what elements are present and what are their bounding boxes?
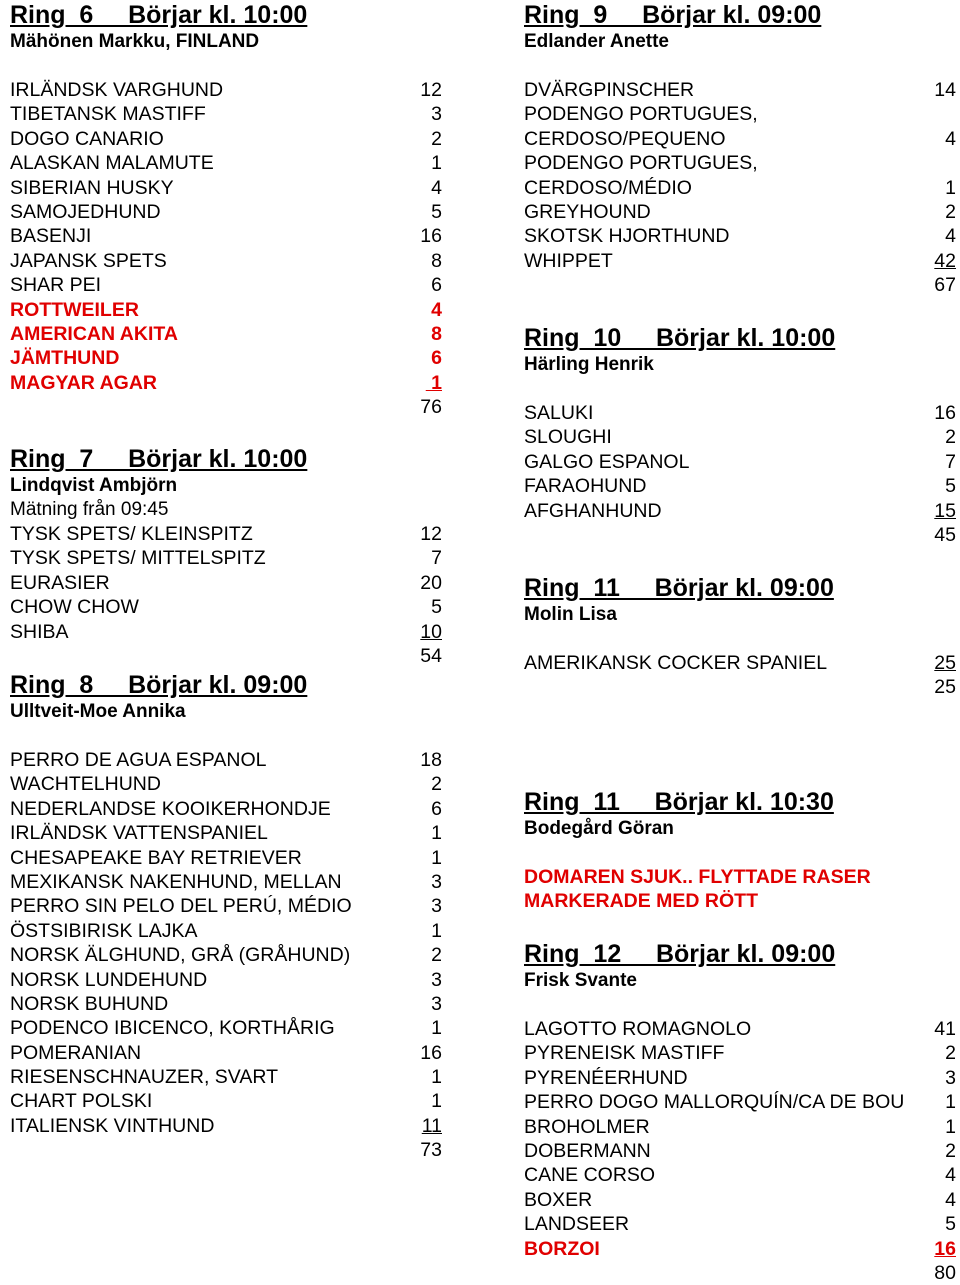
breed-count: 4 [945, 225, 956, 248]
ring-11-morning-section [524, 573, 956, 700]
breed-name: PODENGO PORTUGUES, [524, 152, 758, 175]
breed-row [524, 224, 956, 248]
breed-row [10, 102, 442, 126]
breed-row [10, 772, 442, 796]
breed-row [10, 78, 442, 102]
breed-name: EURASIER [10, 571, 110, 594]
breed-name: NEDERLANDSE KOOIKERHONDJE [10, 797, 331, 820]
breed-row [524, 102, 956, 126]
breed-row [10, 546, 442, 570]
breed-count: 3 [431, 895, 442, 918]
breed-count: 3 [431, 103, 442, 126]
breed-name: LAGOTTO ROMAGNOLO [524, 1018, 752, 1040]
judge-name: Frisk Svante [524, 970, 637, 991]
measurement-note: Mätning från 09:45 [10, 499, 169, 520]
breed-name: PYRENÉERHUND [524, 1066, 688, 1089]
breed-name: MAGYAR AGAR [10, 371, 157, 394]
breed-row [10, 522, 442, 546]
breed-count: 4 [945, 1188, 956, 1211]
breed-row [524, 1139, 956, 1163]
breed-count: 4 [431, 298, 442, 321]
breed-name: CERDOSO/PEQUENO [524, 127, 726, 150]
breed-name: TIBETANSK MASTIFF [10, 103, 206, 126]
breed-row [10, 1041, 442, 1065]
breed-name: AFGHANHUND [524, 499, 662, 522]
judge-name: Mähönen Markku, FINLAND [10, 31, 260, 52]
breed-count: 2 [945, 200, 956, 223]
breed-name: PYRENEISK MASTIFF [524, 1042, 725, 1065]
breed-name: PERRO DE AGUA ESPANOL [10, 749, 267, 771]
breed-row-moved [10, 371, 442, 395]
breed-row-moved [524, 1237, 956, 1261]
breed-count: 16 [420, 225, 442, 248]
breed-name: WHIPPET [524, 249, 613, 272]
breed-name: PODENCO IBICENCO, KORTHÅRIG [10, 1017, 335, 1040]
breed-name: BROHOLMER [524, 1115, 650, 1138]
breed-count: 3 [431, 870, 442, 893]
breed-name: BASENJI [10, 225, 92, 248]
breed-count: 10 [420, 620, 442, 643]
breed-count: 1 [431, 919, 442, 942]
breed-row [10, 943, 442, 967]
ring-8-section [10, 670, 442, 1163]
breed-row-moved [10, 346, 442, 370]
breed-row [524, 1163, 956, 1187]
breed-count: 3 [431, 992, 442, 1015]
ring-heading: Ring 12 Börjar kl. 09:00 [524, 940, 836, 968]
breed-name: SAMOJEDHUND [10, 200, 161, 223]
breed-name: DOBERMANN [524, 1139, 651, 1162]
breed-name: SIBERIAN HUSKY [10, 176, 174, 199]
judge-name: Härling Henrik [524, 354, 654, 375]
breed-count: 20 [420, 571, 442, 594]
breed-name: NORSK LUNDEHUND [10, 968, 208, 991]
breed-row [524, 1212, 956, 1236]
breed-count: 25 [934, 652, 956, 674]
breed-row [10, 894, 442, 918]
breed-count: 1 [945, 176, 956, 199]
breed-row-moved [10, 298, 442, 322]
breed-name: ITALIENSK VINTHUND [10, 1114, 215, 1137]
ring-total: 80 [934, 1261, 956, 1284]
breed-row [10, 1016, 442, 1040]
breed-name: CHOW CHOW [10, 596, 139, 619]
breed-name: FARAOHUND [524, 475, 647, 498]
breed-name: SHAR PEI [10, 274, 102, 297]
breed-count: 7 [945, 450, 956, 473]
breed-count: 6 [431, 797, 442, 820]
breed-name: CANE CORSO [524, 1164, 656, 1187]
breed-count: 1 [945, 1091, 956, 1114]
breed-row [10, 127, 442, 151]
breed-name: SALUKI [524, 402, 594, 424]
breed-name: CERDOSO/MÉDIO [524, 176, 692, 199]
breed-row [524, 78, 956, 102]
breed-name: AMERICAN AKITA [10, 322, 178, 345]
breed-count: 1 [945, 1115, 956, 1138]
breed-count: 15 [934, 499, 956, 522]
breed-name: GALGO ESPANOL [524, 450, 690, 473]
ring-heading: Ring 8 Börjar kl. 09:00 [10, 671, 308, 699]
breed-row [10, 748, 442, 772]
breed-count: 16 [420, 1041, 442, 1064]
judge-name: Edlander Anette [524, 31, 669, 52]
breed-row [524, 1090, 956, 1114]
breed-count: 2 [945, 1139, 956, 1162]
breed-count: 6 [431, 274, 442, 297]
breed-count: 2 [431, 127, 442, 150]
breed-row [524, 474, 956, 498]
breed-name: ÖSTSIBIRISK LAJKA [10, 919, 198, 942]
breed-name: GREYHOUND [524, 200, 651, 223]
breed-name: PERRO SIN PELO DEL PERÚ, MÉDIO [10, 895, 352, 918]
breed-count: 5 [945, 475, 956, 498]
breed-name: JAPANSK SPETS [10, 249, 167, 272]
breed-count: 2 [431, 773, 442, 796]
breed-row [524, 176, 956, 200]
breed-row [10, 595, 442, 619]
ring-total: 25 [934, 676, 956, 699]
breed-name: JÄMTHUND [10, 347, 120, 370]
ring-7-section [10, 444, 442, 668]
breed-count: 18 [420, 749, 442, 771]
breed-name: PODENGO PORTUGUES, [524, 103, 758, 126]
ring-heading: Ring 9 Börjar kl. 09:00 [524, 1, 822, 29]
breed-row [524, 200, 956, 224]
ring-total: 73 [420, 1139, 442, 1162]
breed-row [10, 821, 442, 845]
breed-count: 8 [431, 322, 442, 345]
breed-name: MEXIKANSK NAKENHUND, MELLAN [10, 870, 342, 893]
ring-heading: Ring 10 Börjar kl. 10:00 [524, 324, 836, 352]
judge-name: Molin Lisa [524, 604, 617, 625]
breed-count: 42 [934, 249, 956, 272]
breed-count: 6 [431, 347, 442, 370]
breed-name: DVÄRGPINSCHER [524, 79, 695, 101]
breed-name: RIESENSCHNAUZER, SVART [10, 1066, 278, 1089]
breed-count: 1 [431, 822, 442, 845]
breed-name: LANDSEER [524, 1213, 630, 1236]
breed-name: WACHTELHUND [10, 773, 161, 796]
breed-name: SLOUGHI [524, 426, 612, 449]
breed-name: TYSK SPETS/ KLEINSPITZ [10, 523, 253, 545]
breed-count: 4 [945, 1164, 956, 1187]
breed-name: AMERIKANSK COCKER SPANIEL [524, 652, 828, 674]
breed-count: 4 [431, 176, 442, 199]
breed-row [524, 450, 956, 474]
ring-heading: Ring 11 Börjar kl. 09:00 [524, 574, 834, 602]
breed-row [524, 1066, 956, 1090]
breed-name: NORSK BUHUND [10, 992, 169, 1015]
breed-name: NORSK ÄLGHUND, GRÅ (GRÅHUND) [10, 944, 351, 967]
breed-name: DOGO CANARIO [10, 127, 164, 150]
judge-name: Bodegård Göran [524, 818, 674, 839]
breed-row [524, 151, 956, 175]
ring-11-late-section [524, 787, 956, 914]
breed-count: 1 [431, 152, 442, 175]
breed-count: 1 [431, 1017, 442, 1040]
breed-row [524, 1115, 956, 1139]
breed-row [524, 1017, 956, 1041]
breed-count: 4 [945, 127, 956, 150]
breed-row [10, 571, 442, 595]
breed-name: IRLÄNDSK VARGHUND [10, 79, 224, 101]
breed-row [10, 1114, 442, 1138]
ring-total: 76 [420, 396, 442, 419]
breed-count: 11 [421, 1114, 442, 1137]
breed-row [10, 1065, 442, 1089]
breed-name: ALASKAN MALAMUTE [10, 152, 214, 175]
breed-row [524, 651, 956, 675]
breed-name: ROTTWEILER [10, 298, 139, 321]
breed-name: POMERANIAN [10, 1041, 142, 1064]
breed-count: 3 [945, 1066, 956, 1089]
breed-row [10, 249, 442, 273]
ring-12-section [524, 939, 956, 1285]
breed-row [524, 127, 956, 151]
judge-name: Ulltveit-Moe Annika [10, 701, 186, 722]
ring-6-section [10, 0, 442, 419]
breed-name: IRLÄNDSK VATTENSPANIEL [10, 822, 268, 845]
breed-row-moved [10, 322, 442, 346]
breed-row [524, 1041, 956, 1065]
breed-count: 16 [934, 402, 956, 424]
breed-count: 2 [945, 426, 956, 449]
breed-name: BORZOI [524, 1237, 600, 1260]
breed-name: SHIBA [10, 620, 69, 643]
breed-row [524, 499, 956, 523]
breed-row [524, 1188, 956, 1212]
breed-row [10, 200, 442, 224]
breed-count: 5 [431, 200, 442, 223]
breed-count: 2 [945, 1042, 956, 1065]
breed-count: 5 [945, 1213, 956, 1236]
ring-heading: Ring 7 Börjar kl. 10:00 [10, 445, 308, 473]
breed-name: PERRO DOGO MALLORQUÍN/CA DE BOU [524, 1091, 905, 1114]
ring-9-section [524, 0, 956, 298]
breed-row [10, 273, 442, 297]
breed-row [524, 425, 956, 449]
ring-heading: Ring 6 Börjar kl. 10:00 [10, 1, 308, 29]
breed-row [10, 176, 442, 200]
breed-name: BOXER [524, 1188, 593, 1211]
breed-row [10, 919, 442, 943]
ring-heading: Ring 11 Börjar kl. 10:30 [524, 788, 834, 816]
breed-count: 1 [425, 371, 442, 394]
breed-row [10, 846, 442, 870]
breed-count: 3 [431, 968, 442, 991]
breed-row [10, 1089, 442, 1113]
ring-10-section [524, 323, 956, 547]
breed-row [10, 870, 442, 894]
breed-row [10, 992, 442, 1016]
breed-count: 16 [934, 1237, 956, 1260]
ring-total: 67 [934, 274, 956, 297]
breed-name: CHESAPEAKE BAY RETRIEVER [10, 846, 302, 869]
breed-count: 1 [431, 1066, 442, 1089]
breed-row [524, 401, 956, 425]
ring-total: 54 [420, 644, 442, 667]
breed-count: 1 [431, 846, 442, 869]
judge-sick-notice: DOMAREN SJUK.. FLYTTADE RASER [524, 866, 871, 888]
breed-count: 5 [431, 596, 442, 619]
breed-row [10, 224, 442, 248]
breed-row [524, 249, 956, 273]
breed-count: 12 [420, 79, 442, 101]
breed-name: TYSK SPETS/ MITTELSPITZ [10, 547, 266, 570]
breed-name: SKOTSK HJORTHUND [524, 225, 730, 248]
breed-row [10, 968, 442, 992]
breed-count: 2 [431, 944, 442, 967]
breed-count: 1 [431, 1090, 442, 1113]
breed-count: 8 [431, 249, 442, 272]
breed-count: 7 [431, 547, 442, 570]
breed-count: 14 [934, 79, 956, 101]
breed-count: 41 [934, 1018, 956, 1040]
judge-name: Lindqvist Ambjörn [10, 475, 178, 496]
breed-row [10, 797, 442, 821]
ring-total: 45 [934, 523, 956, 546]
breed-row [10, 151, 442, 175]
breed-count: 12 [420, 523, 442, 545]
breed-name: CHART POLSKI [10, 1090, 153, 1113]
moved-breeds-notice: MARKERADE MED RÖTT [524, 890, 758, 913]
breed-row [10, 620, 442, 644]
